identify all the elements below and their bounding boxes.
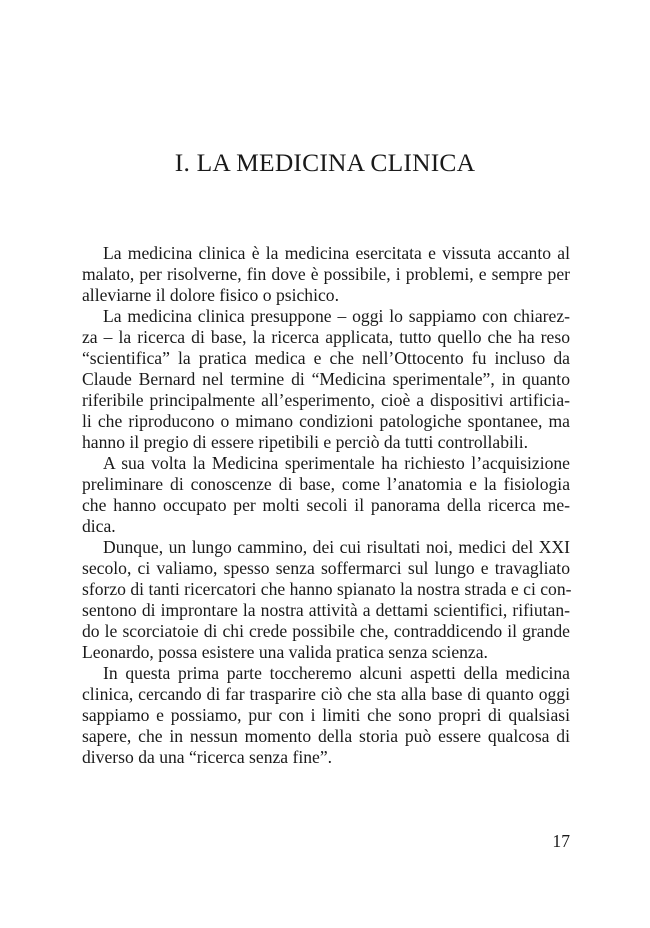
text-line: In questa prima parte toccheremo alcuni aspetti della medicina bbox=[103, 663, 570, 683]
text-line: riferibile principalmente all’esperimento, cioè a dispositivi artificia- bbox=[82, 390, 570, 410]
text-line: Dunque, un lungo cammino, dei cui risultati noi, medici del XXI bbox=[103, 537, 570, 557]
paragraph-5 bbox=[82, 663, 570, 768]
text-line: “scientifica” la pratica medica e che nell’Ottocento fu incluso da bbox=[82, 348, 570, 368]
text-line: dica. bbox=[82, 516, 116, 536]
text-line: do le scorciatoie di chi crede possibile che, contraddicendo il grande bbox=[82, 621, 570, 641]
body-text bbox=[82, 243, 570, 768]
text-line: La medicina clinica è la medicina esercitata e vissuta accanto al bbox=[103, 243, 570, 263]
text-line: sforzo di tanti ricercatori che hanno spianato la nostra strada e ci con- bbox=[82, 579, 572, 599]
paragraph-1 bbox=[82, 243, 570, 306]
text-line: hanno il pregio di essere ripetibili e perciò da tutti controllabili. bbox=[82, 432, 529, 452]
text-line: sappiamo e possiamo, pur con i limiti che sono propri di qualsiasi bbox=[82, 705, 570, 725]
text-line: sentono di improntare la nostra attività a dettami scientifici, rifiutan- bbox=[82, 600, 570, 620]
text-line: che hanno occupato per molti secoli il panorama della ricerca me- bbox=[82, 495, 570, 515]
text-line: preliminare di conoscenze di base, come l’anatomia e la fisiologia bbox=[82, 474, 570, 494]
text-line: Claude Bernard nel termine di “Medicina sperimentale”, in quanto bbox=[82, 369, 570, 389]
paragraph-3 bbox=[82, 453, 570, 537]
page-number: 17 bbox=[552, 831, 570, 851]
text-line: A sua volta la Medicina sperimentale ha richiesto l’acquisizione bbox=[103, 453, 570, 473]
text-line: Leonardo, possa esistere una valida pratica senza scienza. bbox=[82, 642, 488, 662]
paragraph-4 bbox=[82, 537, 570, 663]
chapter-title: I. LA MEDICINA CLINICA bbox=[174, 148, 476, 177]
text-line: diverso da una “ricerca senza fine”. bbox=[82, 747, 333, 767]
text-line: alleviarne il dolore fisico o psichico. bbox=[82, 285, 339, 305]
text-line: malato, per risolverne, fin dove è possibile, i problemi, e sempre per bbox=[82, 264, 570, 284]
text-line: sapere, che in nessun momento della storia può essere qualcosa di bbox=[82, 726, 570, 746]
text-line: secolo, ci valiamo, spesso senza soffermarci sul lungo e travagliato bbox=[82, 558, 570, 578]
paragraph-2 bbox=[82, 306, 570, 453]
text-line: za – la ricerca di base, la ricerca applicata, tutto quello che ha reso bbox=[82, 327, 570, 347]
text-line: La medicina clinica presuppone – oggi lo sappiamo con chiarez- bbox=[103, 306, 570, 326]
text-line: li che riproducono o mimano condizioni patologiche spontanee, ma bbox=[82, 411, 570, 431]
text-line: clinica, cercando di far trasparire ciò che sta alla base di quanto oggi bbox=[82, 684, 570, 704]
